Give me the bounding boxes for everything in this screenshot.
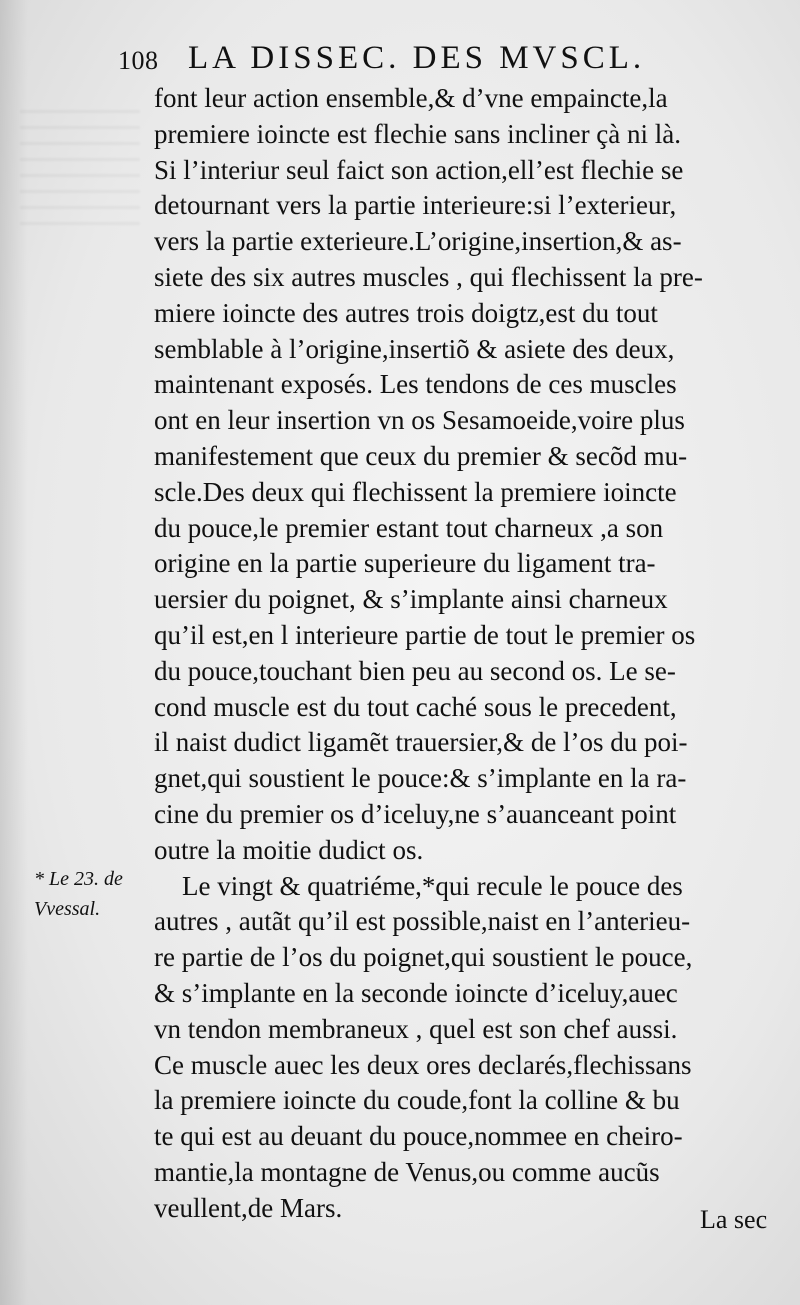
text-line: Si l’interiur seul faict son action,ell’est flechie se bbox=[154, 154, 684, 185]
text-line: semblable à l’origine,insertiõ & asiete des deux, bbox=[154, 333, 675, 364]
text-line: la premiere ioincte du coude,font la colline & bu bbox=[154, 1085, 680, 1116]
page-number: 108 bbox=[118, 46, 159, 75]
text-line: cine du premier os d’iceluy,ne s’auanceant point bbox=[154, 798, 677, 829]
text-line: mantie,la montagne de Venus,ou comme aucũs bbox=[154, 1156, 660, 1187]
text-line: te qui est au deuant du pouce,nommee en cheiro- bbox=[154, 1121, 683, 1152]
text-line: font leur action ensemble,& d’vne empaincte,la bbox=[154, 83, 668, 113]
text-line: Ce muscle auec les deux ores declarés,flechissans bbox=[154, 1049, 692, 1080]
text-line: du pouce,le premier estant tout charneux ,a son bbox=[154, 512, 664, 543]
marginal-note-line: * Le 23. de bbox=[34, 868, 123, 890]
text-line: cond muscle est du tout caché sous le precedent, bbox=[154, 691, 677, 722]
text-line: outre la moitie dudict os. bbox=[154, 834, 424, 865]
text-line: detournant vers la partie interieure:si l’exterieur, bbox=[154, 190, 677, 221]
paragraph-start-line: Le vingt & quatriéme,*qui recule le pouce des bbox=[182, 870, 683, 901]
text-line: maintenant exposés. Les tendons de ces muscles bbox=[154, 369, 677, 400]
text-line: veullent,de Mars. bbox=[154, 1192, 343, 1223]
text-line: scle.Des deux qui flechissent la premiere ioincte bbox=[154, 476, 677, 507]
running-head: LA DISSEC. DES MVSCL. bbox=[188, 40, 646, 76]
text-line: manifestement que ceux du premier & secõd mu- bbox=[154, 440, 688, 471]
catchword: La sec bbox=[700, 1205, 768, 1234]
text-line: re partie de l’os du poignet,qui soustient le pouce, bbox=[154, 942, 693, 973]
text-line: vers la partie exterieure.L’origine,insertion,& as- bbox=[154, 226, 682, 257]
text-line: du pouce,touchant bien peu au second os. Le se- bbox=[154, 655, 676, 686]
text-line: uersier du poignet, & s’implante ainsi charneux bbox=[154, 584, 668, 615]
bleed-through-text bbox=[20, 110, 140, 230]
page-header bbox=[118, 40, 758, 84]
text-line: vn tendon membraneux , quel est son chef aussi. bbox=[154, 1013, 678, 1044]
text-line: autres , autãt qu’il est possible,naist en l’anterieu- bbox=[154, 906, 691, 937]
text-line: & s’implante en la seconde ioincte d’iceluy,auec bbox=[154, 977, 678, 1008]
text-line: premiere ioincte est flechie sans incliner çà ni là. bbox=[154, 118, 682, 149]
marginal-note-line: Vvessal. bbox=[34, 898, 101, 920]
text-line: origine en la partie superieure du ligament tra- bbox=[154, 548, 656, 579]
body-text bbox=[154, 81, 766, 1227]
text-line: ont en leur insertion vn os Sesamoeide,voire plus bbox=[154, 405, 685, 436]
text-line: gnet,qui soustient le pouce:& s’implante en la ra- bbox=[154, 763, 687, 794]
text-line: siete des six autres muscles , qui flechissent la pre- bbox=[154, 261, 703, 292]
text-line: miere ioincte des autres trois doigtz,est du tout bbox=[154, 297, 658, 328]
marginal-note bbox=[34, 864, 150, 924]
text-line: il naist dudict ligamẽt trauersier,& de l’os du poi- bbox=[154, 727, 688, 758]
text-line: qu’il est,en l interieure partie de tout le premier os bbox=[154, 619, 696, 650]
